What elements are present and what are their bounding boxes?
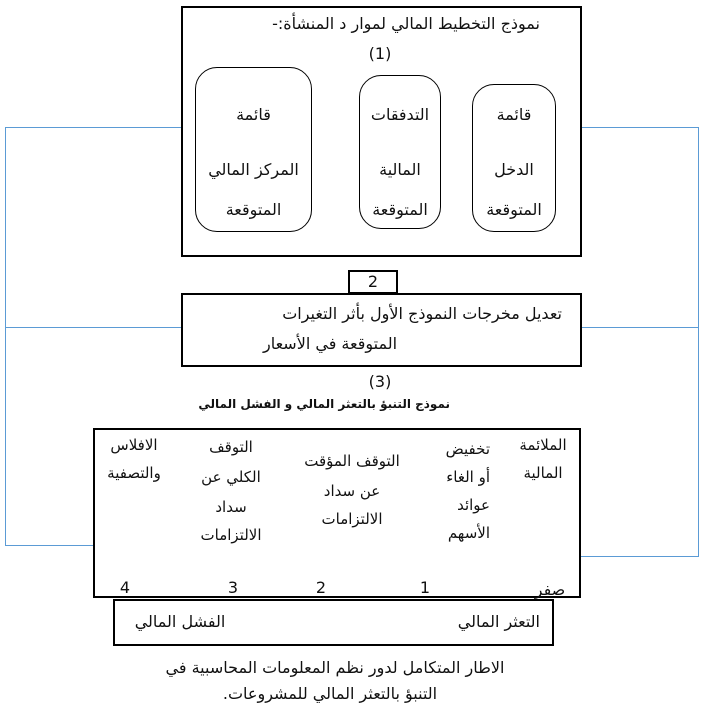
state-4-line2: والتصفية xyxy=(107,464,161,482)
level-0: صفر xyxy=(534,580,566,599)
connector-right-top xyxy=(581,127,699,128)
state-1-line1: تخفيض xyxy=(445,440,490,458)
state-3-line2: الكلي عن xyxy=(201,468,261,486)
level-4: 4 xyxy=(119,578,131,597)
state-2-line1: التوقف المؤقت xyxy=(304,452,400,470)
model1-title: نموذج التخطيط المالي لموار د المنشأة:- xyxy=(272,14,540,33)
income-statement-line1: قائمة xyxy=(496,105,532,124)
connector-right-vertical xyxy=(698,127,699,557)
caption-line2: التنبؤ بالتعثر المالي للمشروعات. xyxy=(222,684,438,703)
cash-flow-line3: المتوقعة xyxy=(372,200,428,219)
state-1-line3: عوائد xyxy=(457,496,490,514)
connector-right-bottom xyxy=(580,556,699,557)
state-0-line1: الملائمة xyxy=(519,436,567,454)
level-2: 2 xyxy=(315,578,327,597)
level-1: 1 xyxy=(419,578,431,597)
financial-position-line3: المتوقعة xyxy=(225,200,282,219)
financial-position-line1: قائمة xyxy=(236,105,271,124)
distress-label: التعثر المالي xyxy=(457,612,540,631)
income-statement-line3: المتوقعة xyxy=(486,200,542,219)
connector-left-middle xyxy=(5,327,181,328)
model1-number: (1) xyxy=(368,44,392,63)
step2-number: 2 xyxy=(367,272,379,291)
level-3: 3 xyxy=(227,578,239,597)
state-3-line1: التوقف xyxy=(209,438,253,456)
cash-flow-line2: المالية xyxy=(379,160,421,179)
state-1-line2: أو الغاء xyxy=(446,468,490,486)
connector-right-middle xyxy=(581,327,699,328)
state-2-line2: عن سداد xyxy=(323,482,381,500)
caption-line1: الاطار المتكامل لدور نظم المعلومات المحاسبية في xyxy=(165,658,505,677)
connector-left-vertical xyxy=(5,127,6,545)
state-1-line4: الأسهم xyxy=(447,524,490,542)
state-4-line1: الافلاس xyxy=(110,436,158,454)
state-0-line2: المالية xyxy=(523,464,563,482)
model3-title: نموذج التنبؤ بالتعثر المالي و الفشل المالي xyxy=(198,397,450,411)
connector-left-bottom xyxy=(5,545,93,546)
cash-flow-line1: التدفقات xyxy=(370,105,430,124)
financial-position-line2: المركز المالي xyxy=(208,160,299,179)
state-3-line4: الالتزامات xyxy=(200,526,262,544)
income-statement-line2: الدخل xyxy=(494,160,534,179)
step2-text-line1: تعديل مخرجات النموذج الأول بأثر التغيرات xyxy=(282,304,562,323)
connector-left-top xyxy=(5,127,181,128)
model3-number: (3) xyxy=(368,372,392,391)
failure-label: الفشل المالي xyxy=(134,612,226,631)
state-3-line3: سداد xyxy=(215,498,247,516)
step2-text-line2: المتوقعة في الأسعار xyxy=(262,334,398,353)
state-2-line3: الالتزامات xyxy=(321,510,383,528)
